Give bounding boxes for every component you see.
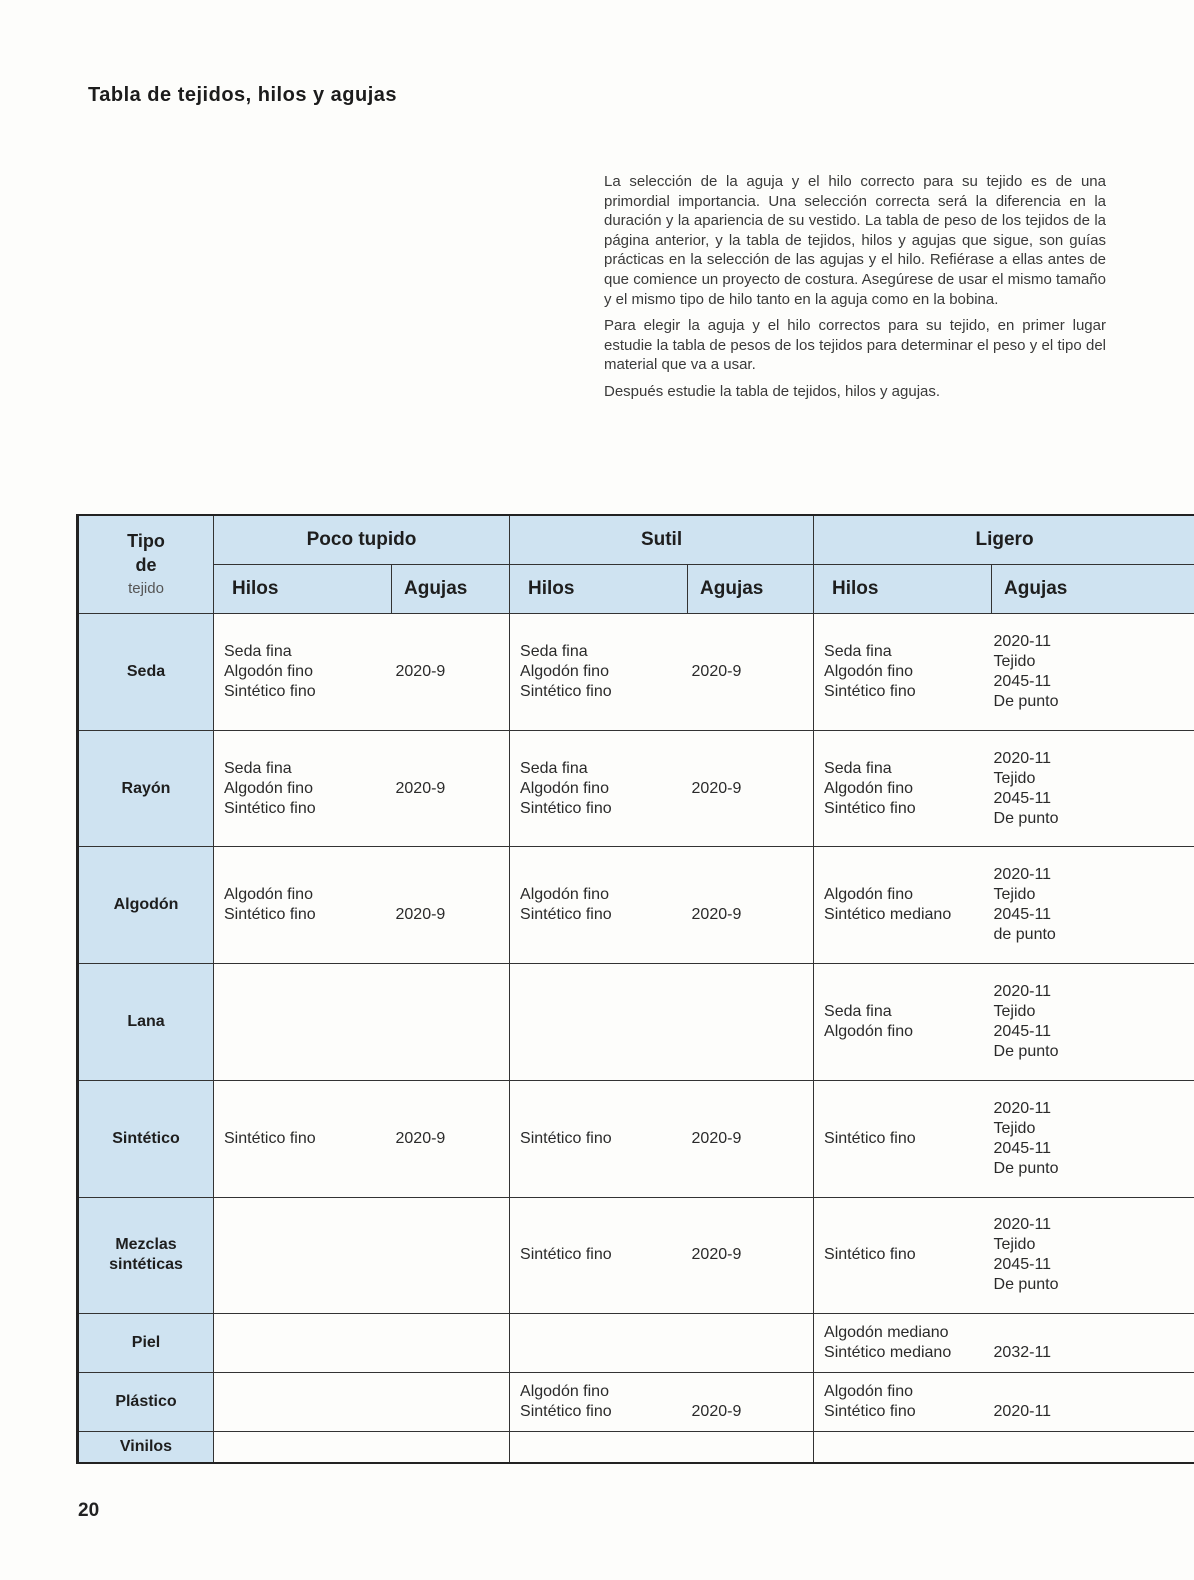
group-header-ligero: Ligero (814, 515, 1194, 565)
hilos-cell (510, 1373, 688, 1432)
agujas-cell (392, 1314, 510, 1373)
row-header-line: Rayón (121, 779, 171, 797)
agujas-cell (688, 964, 814, 1081)
hilos-line: Algodón fino (520, 886, 609, 904)
hilos-cell (214, 1080, 392, 1197)
hilos-line: Sintético fino (224, 682, 316, 700)
hilos-line: Algodón fino (520, 779, 609, 797)
hilos-line: Sintético fino (824, 799, 916, 817)
hilos-line: Sintético fino (224, 906, 316, 924)
agujas-line: Tejido (993, 769, 1036, 787)
fabric-table-wrapper (76, 514, 1194, 1464)
agujas-line: De punto (993, 1159, 1059, 1177)
agujas-line: De punto (993, 1276, 1059, 1294)
fabric-thread-needle-table (76, 514, 1194, 1464)
hilos-cell (510, 614, 688, 731)
agujas-cell (992, 1373, 1194, 1432)
hilos-line: Algodón fino (824, 779, 913, 797)
hilos-cell (814, 614, 992, 731)
hilos-cell (510, 1432, 688, 1463)
agujas-line: 2020-9 (691, 1403, 742, 1421)
hilos-line: Algodón fino (520, 1383, 609, 1401)
row-header-tipo (78, 1314, 214, 1373)
hilos-line: Sintético fino (520, 906, 612, 924)
hilos-cell (214, 1197, 392, 1314)
agujas-line: 2020-9 (395, 1129, 446, 1147)
agujas-cell (688, 1197, 814, 1314)
agujas-cell (992, 1314, 1194, 1373)
row-header-tipo (78, 1080, 214, 1197)
hilos-line: Algodón fino (224, 779, 313, 797)
row-header-line: Seda (126, 662, 166, 680)
hilos-line: Sintético fino (224, 799, 316, 817)
agujas-line: Tejido (993, 652, 1036, 670)
agujas-line: 2020-9 (691, 906, 742, 924)
agujas-line: de punto (993, 926, 1056, 944)
agujas-line: 2045-11 (993, 672, 1052, 690)
row-header-line: Sintético (112, 1129, 180, 1147)
hilos-line: Algodón fino (520, 662, 609, 680)
hilos-line: Sintético fino (520, 682, 612, 700)
row-header-tipo (78, 847, 214, 964)
agujas-line (396, 885, 510, 905)
agujas-cell (688, 1080, 814, 1197)
agujas-cell (992, 847, 1194, 964)
hilos-cell (814, 964, 992, 1081)
table-row (78, 964, 1194, 1081)
agujas-line: De punto (993, 692, 1059, 710)
table-row (78, 1432, 1194, 1463)
hilos-cell (214, 1314, 392, 1373)
sub-header-hilos: Hilos (214, 565, 392, 614)
hilos-line: Sintético fino (824, 1246, 916, 1264)
tipo-header-line: tejido (128, 579, 164, 597)
row-header-line: Lana (127, 1013, 165, 1031)
table-row (78, 614, 1194, 731)
agujas-line: 2020-11 (993, 749, 1052, 767)
row-header-tipo (78, 730, 214, 847)
sub-header-agujas: Agujas (688, 565, 814, 614)
hilos-line: Seda fina (824, 759, 892, 777)
hilos-line: Sintético fino (520, 1403, 612, 1421)
agujas-line: 2045-11 (993, 1139, 1052, 1157)
agujas-cell (992, 1080, 1194, 1197)
table-row (78, 1314, 1194, 1373)
agujas-line (994, 1382, 1194, 1402)
agujas-line: 2020-9 (395, 779, 446, 797)
agujas-line: Tejido (993, 1236, 1036, 1254)
row-header-line: Vinilos (119, 1438, 173, 1456)
sub-header-hilos: Hilos (510, 565, 688, 614)
agujas-line: 2020-11 (993, 1216, 1052, 1234)
intro-paragraph-3: Después estudie la tabla de tejidos, hilos y agujas. (604, 382, 941, 400)
row-header-tipo (78, 1197, 214, 1314)
sub-header-hilos: Hilos (814, 565, 992, 614)
agujas-line: 2045-11 (993, 1256, 1052, 1274)
agujas-cell (992, 964, 1194, 1081)
row-header-line: Plástico (115, 1393, 177, 1411)
hilos-cell (214, 1373, 392, 1432)
hilos-cell (814, 730, 992, 847)
agujas-line: De punto (993, 809, 1059, 827)
agujas-cell (688, 1432, 814, 1463)
hilos-cell (510, 1197, 688, 1314)
hilos-cell (510, 964, 688, 1081)
agujas-line: 2020-11 (993, 1403, 1052, 1421)
table-body (78, 614, 1194, 1464)
agujas-line: 2020-11 (993, 1099, 1052, 1117)
agujas-cell (392, 1432, 510, 1463)
hilos-line: Seda fina (824, 642, 892, 660)
hilos-cell (214, 1432, 392, 1463)
agujas-line: 2045-11 (993, 1023, 1052, 1041)
row-header-line: Piel (131, 1334, 161, 1352)
hilos-line: Sintético fino (824, 1403, 916, 1421)
hilos-line: Algodón fino (224, 662, 313, 680)
agujas-cell (392, 614, 510, 731)
agujas-cell (688, 730, 814, 847)
hilos-cell (814, 1080, 992, 1197)
hilos-line: Sintético fino (824, 1129, 916, 1147)
hilos-line: Seda fina (824, 1003, 892, 1021)
hilos-line: Seda fina (520, 759, 588, 777)
agujas-cell (992, 1197, 1194, 1314)
hilos-line: Algodón fino (824, 662, 913, 680)
hilos-cell (510, 1080, 688, 1197)
row-header-line: Mezclas (115, 1236, 177, 1254)
hilos-cell (814, 1432, 992, 1463)
agujas-cell (392, 730, 510, 847)
agujas-cell (688, 614, 814, 731)
group-header-poco-tupido: Poco tupido (214, 515, 510, 565)
row-header-tipo (78, 1373, 214, 1432)
agujas-line (692, 1382, 814, 1402)
hilos-line: Algodón mediano (824, 1324, 949, 1342)
hilos-cell (814, 1314, 992, 1373)
hilos-line: Algodón fino (224, 886, 313, 904)
agujas-line: 2045-11 (993, 789, 1052, 807)
agujas-line: 2020-11 (993, 866, 1052, 884)
tipo-header (78, 515, 214, 614)
agujas-line: 2020-9 (691, 1246, 742, 1264)
hilos-cell (814, 847, 992, 964)
hilos-cell (510, 847, 688, 964)
hilos-line: Algodón fino (824, 886, 913, 904)
agujas-line: 2020-9 (691, 779, 742, 797)
agujas-line: 2045-11 (993, 906, 1052, 924)
row-header-line: Algodón (113, 896, 179, 914)
hilos-line: Sintético mediano (824, 906, 952, 924)
group-header-sutil: Sutil (510, 515, 814, 565)
row-header-tipo (78, 1432, 214, 1463)
table-row (78, 847, 1194, 964)
table-row (78, 1197, 1194, 1314)
agujas-cell (688, 1373, 814, 1432)
sub-header-agujas: Agujas (992, 565, 1194, 614)
agujas-cell (392, 964, 510, 1081)
hilos-line: Sintético fino (224, 1129, 316, 1147)
hilos-line: Algodón fino (824, 1383, 913, 1401)
tipo-header-line: Tipo (127, 530, 165, 551)
hilos-cell (814, 1373, 992, 1432)
agujas-line: Tejido (993, 886, 1036, 904)
intro-paragraph-2: Para elegir la aguja y el hilo correctos para su tejido, en primer lugar estudie la tabla de pesos de los tejidos para determinar el peso y el tipo del material que va a usar. (604, 317, 1106, 374)
hilos-cell (214, 847, 392, 964)
agujas-line: 2020-11 (993, 983, 1052, 1001)
hilos-cell (214, 614, 392, 731)
hilos-line: Sintético mediano (824, 1344, 952, 1362)
agujas-cell (688, 847, 814, 964)
hilos-cell (814, 1197, 992, 1314)
hilos-line: Algodón fino (824, 1023, 913, 1041)
hilos-cell (214, 730, 392, 847)
agujas-line: 2020-9 (691, 1129, 742, 1147)
row-header-line: sintéticas (109, 1256, 183, 1274)
agujas-line: 2020-9 (395, 906, 446, 924)
row-header-tipo (78, 964, 214, 1081)
agujas-cell (392, 1197, 510, 1314)
sub-header-agujas: Agujas (392, 565, 510, 614)
agujas-line (692, 885, 814, 905)
hilos-line: Seda fina (520, 642, 588, 660)
hilos-line: Sintético fino (520, 1246, 612, 1264)
hilos-cell (214, 964, 392, 1081)
agujas-line (994, 1323, 1194, 1343)
tipo-header-line: de (135, 554, 157, 575)
agujas-cell (688, 1314, 814, 1373)
hilos-line: Seda fina (224, 642, 292, 660)
hilos-line: Sintético fino (824, 682, 916, 700)
table-row (78, 1080, 1194, 1197)
table-row (78, 1373, 1194, 1432)
agujas-line: 2020-11 (993, 632, 1052, 650)
table-row (78, 730, 1194, 847)
agujas-line: 2020-9 (691, 662, 742, 680)
agujas-cell (992, 730, 1194, 847)
agujas-cell (992, 614, 1194, 731)
agujas-line: Tejido (993, 1003, 1036, 1021)
agujas-cell (392, 1080, 510, 1197)
hilos-line: Sintético fino (520, 1129, 612, 1147)
agujas-cell (992, 1432, 1194, 1463)
agujas-line: De punto (993, 1043, 1059, 1061)
hilos-line: Seda fina (224, 759, 292, 777)
agujas-cell (392, 847, 510, 964)
intro-text (604, 172, 1106, 409)
hilos-line: Sintético fino (520, 799, 612, 817)
hilos-cell (510, 1314, 688, 1373)
agujas-line: 2020-9 (395, 662, 446, 680)
agujas-cell (392, 1373, 510, 1432)
intro-paragraph-1: La selección de la aguja y el hilo correcto para su tejido es de una primordial importancia. Una selección correcta será la diferencia en la duración y la apariencia de su vestido. La tabla de peso de los tejidos de la página anterior, y la tabla de tejidos, hilos y agujas que sigue, son guías prácticas en la selección de las agujas y el hilo. Refiérase a ellas antes de que comience un proyecto de costura. Asegúrese de usar el mismo tamaño y el mismo tipo de hilo tanto en la aguja como en la bobina. (604, 173, 1106, 308)
page-title: Tabla de tejidos, hilos y agujas (88, 84, 398, 106)
page-number: 20 (78, 1500, 100, 1521)
agujas-line: Tejido (993, 1119, 1036, 1137)
agujas-line: 2032-11 (993, 1344, 1052, 1362)
hilos-cell (510, 730, 688, 847)
row-header-tipo (78, 614, 214, 731)
